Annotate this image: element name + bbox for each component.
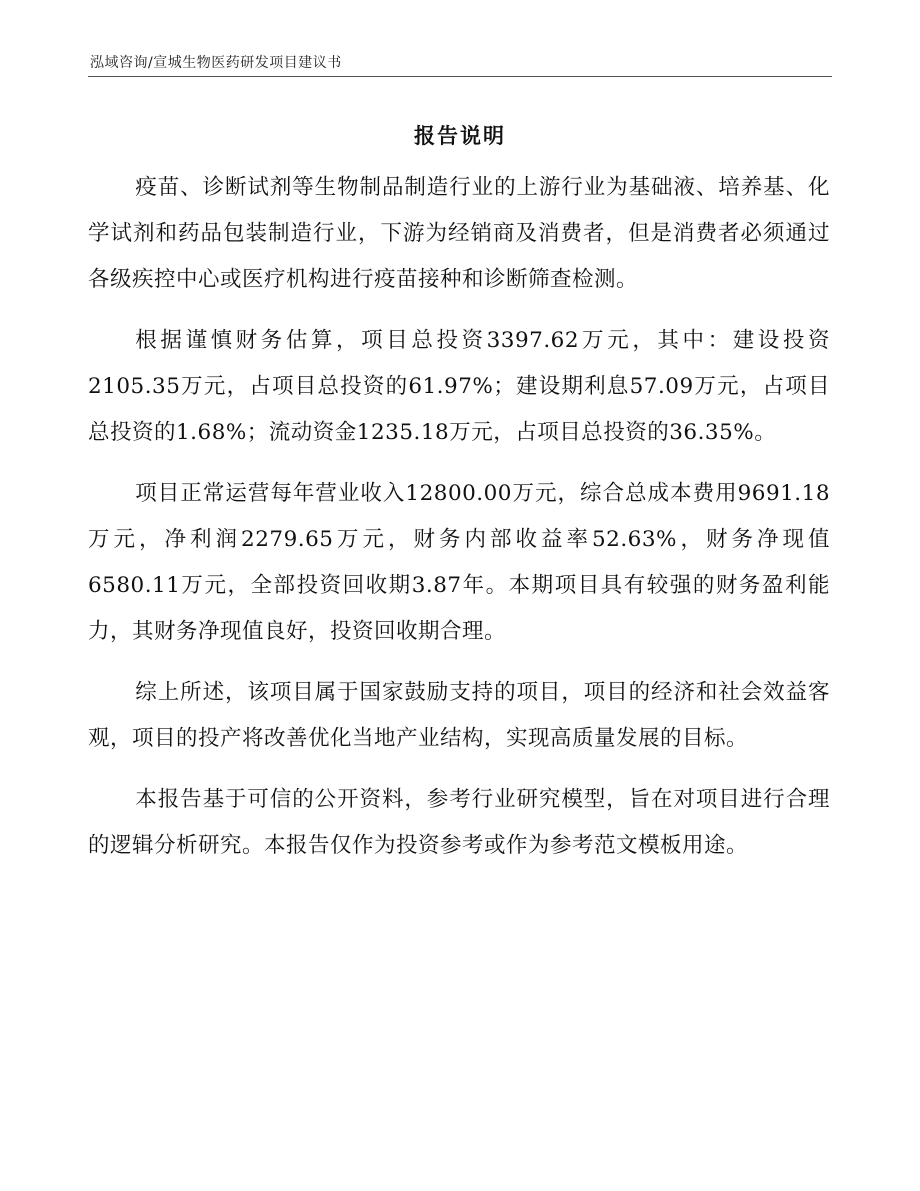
running-header: 泓域咨询/宣城生物医药研发项目建议书	[90, 55, 342, 71]
paragraph-disclaimer: 本报告基于可信的公开资料，参考行业研究模型，旨在对项目进行合理的逻辑分析研究。本报告仅作为投资参考或作为参考范文模板用途。	[88, 787, 830, 858]
paragraph-conclusion: 综上所述，该项目属于国家鼓励支持的项目，项目的经济和社会效益客观，项目的投产将改善优化当地产业结构，实现高质量发展的目标。	[88, 680, 830, 751]
paragraph-investment: 根据谨慎财务估算，项目总投资3397.62万元，其中：建设投资2105.35万元，占项目总投资的61.97%；建设期利息57.09万元，占项目总投资的1.68%；流动资金1235.18万元，占项目总投资的36.35%。	[88, 328, 830, 445]
paragraph-industry-chain: 疫苗、诊断试剂等生物制品制造行业的上游行业为基础液、培养基、化学试剂和药品包装制造行业，下游为经销商及消费者，但是消费者必须通过各级疾控中心或医疗机构进行疫苗接种和诊断筛查检测。	[88, 175, 830, 292]
report-body	[88, 165, 830, 884]
page-title: 报告说明	[414, 124, 506, 148]
header-divider	[88, 76, 832, 77]
paragraph-financials: 项目正常运营每年营业收入12800.00万元，综合总成本费用9691.18万元，净利润2279.65万元，财务内部收益率52.63%，财务净现值6580.11万元，全部投资回收期3.87年。本期项目具有较强的财务盈利能力，其财务净现值良好，投资回收期合理。	[88, 481, 830, 644]
